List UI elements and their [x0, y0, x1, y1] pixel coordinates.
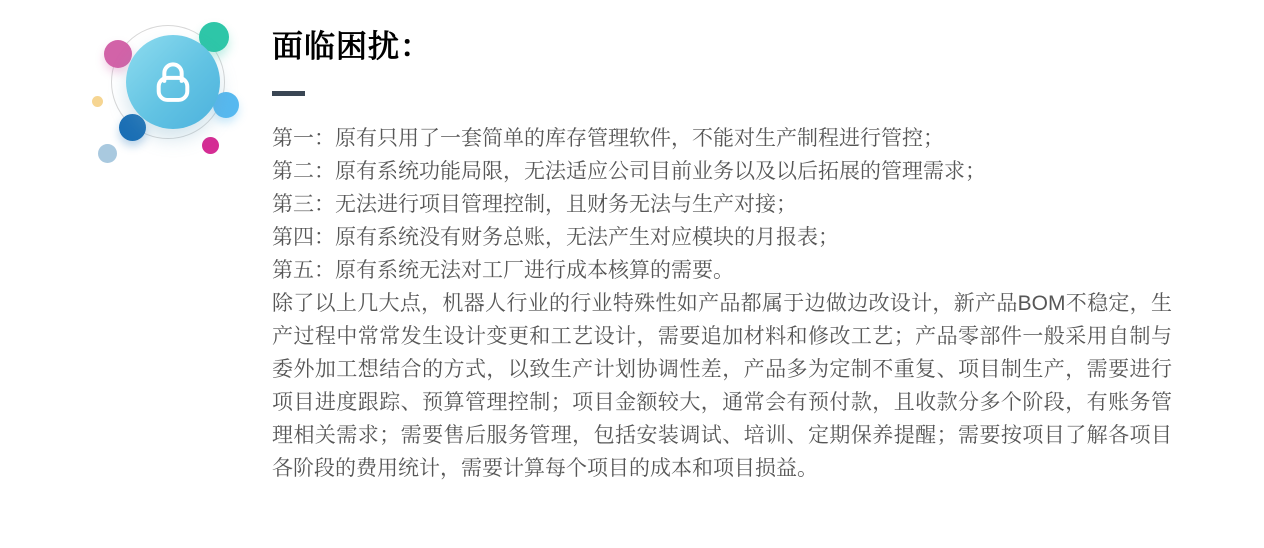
issue-item-1: 第一：原有只用了一套简单的库存管理软件，不能对生产制程进行管控； — [272, 127, 944, 151]
content-section — [272, 28, 1172, 485]
issue-item-2: 第二：原有系统功能局限，无法适应公司目前业务以及以后拓展的管理需求； — [272, 160, 986, 184]
yellow-dot — [92, 96, 103, 107]
issue-item-5: 第五：原有系统无法对工厂进行成本核算的需要。 — [272, 259, 734, 283]
blue-gray-dot — [98, 144, 117, 163]
detail-paragraph: 除了以上几大点，机器人行业的行业特殊性如产品都属于边做边改设计，新产品BOM不稳定，生产过程中常常发生设计变更和工艺设计，需要追加材料和修改工艺；产品零部件一般采用自制与委外加工想结合的方式，以致生产计划协调性差，产品多为定制不重复、项目制生产，需要进行项目进度跟踪、预算管理控制；项目金额较大，通常会有预付款，且收款分多个阶段，有账务管理相关需求；需要售后服务管理，包括安装调试、培训、定期保养提醒；需要按项目了解各项目各阶段的费用统计，需要计算每个项目的成本和项目损益。 — [272, 292, 1172, 481]
lock-emblem — [0, 0, 260, 180]
body-text — [272, 122, 1172, 485]
page-title: 面临困扰： — [272, 29, 432, 64]
pink-dot — [104, 40, 132, 68]
issue-item-4: 第四：原有系统没有财务总账，无法产生对应模块的月报表； — [272, 226, 839, 250]
lock-icon — [147, 54, 199, 111]
lock-badge — [126, 35, 220, 129]
issue-item-3: 第三：无法进行项目管理控制，且财务无法与生产对接； — [272, 193, 797, 217]
magenta-dot — [202, 137, 219, 154]
title-underline — [272, 91, 305, 96]
